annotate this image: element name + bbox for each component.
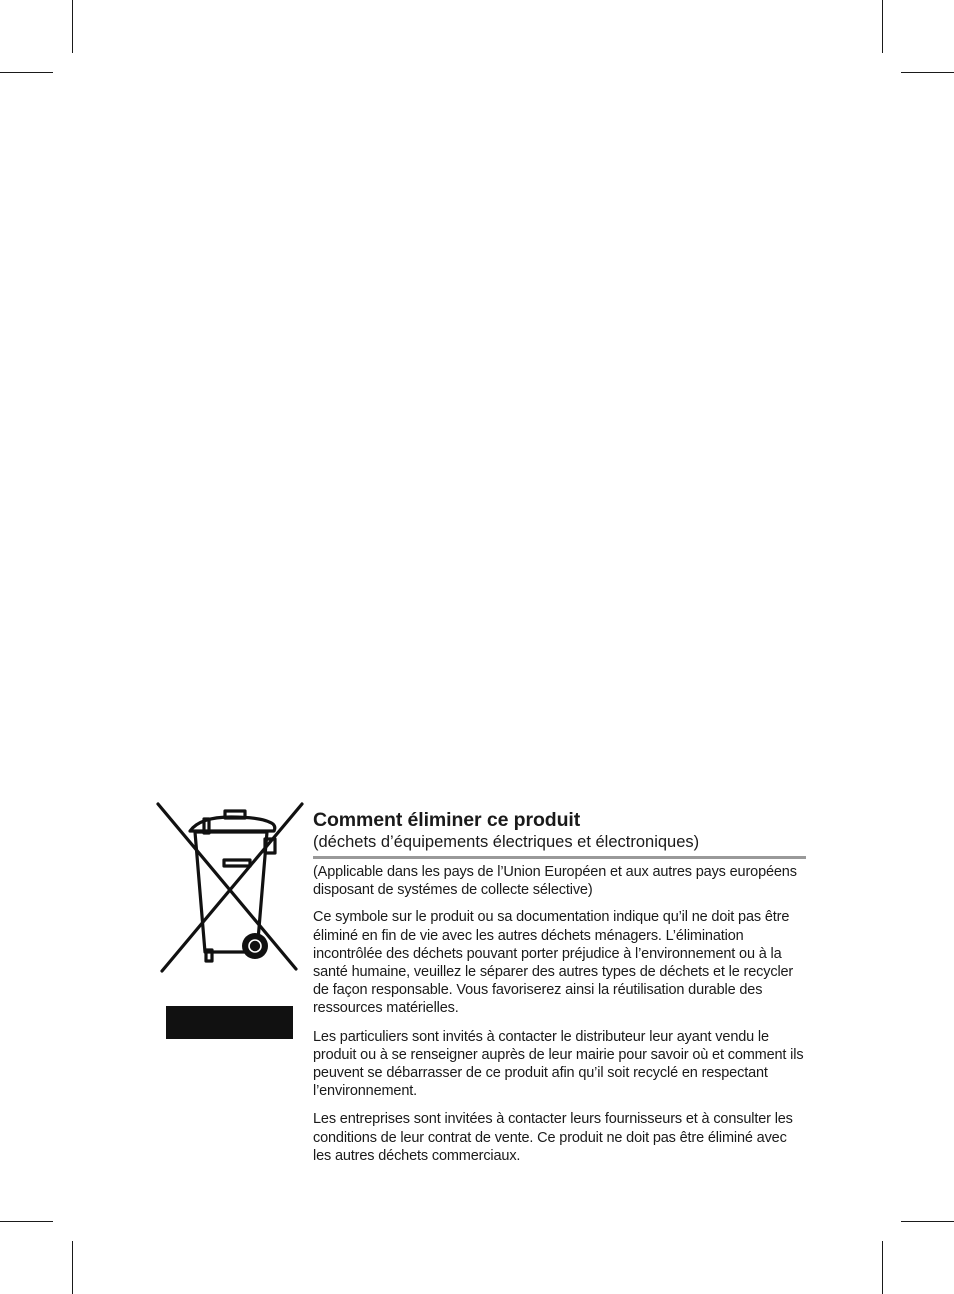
paragraph-households: Les particuliers sont invités à contacter le distributeur leur ayant vendu le produit ou à se renseigner auprès de leur mairie pour savoir où et comment ils peuvent se débarrasser de ce produit afin qu’il soit recyclé en respectant l’environnement. (313, 1028, 804, 1100)
crop-mark-bottom-right-horizontal (901, 1221, 954, 1222)
page-subtitle: (déchets d’équipements électriques et électroniques) (313, 833, 700, 851)
crop-mark-bottom-right-vertical (882, 1241, 883, 1294)
crop-mark-bottom-left-vertical (72, 1241, 73, 1294)
crossed-out-wheelie-bin-icon (155, 800, 305, 975)
paragraph-applicability: (Applicable dans les pays de l’Union Européen et aux autres pays européens disposant de systémes de collecte sélective) (313, 864, 797, 899)
crop-mark-top-left-horizontal (0, 72, 53, 73)
title-divider (313, 856, 806, 859)
crop-mark-top-right-horizontal (901, 72, 954, 73)
page-title: Comment éliminer ce produit (313, 809, 581, 831)
crop-mark-top-left-vertical (72, 0, 73, 53)
marking-bar (166, 1006, 293, 1039)
paragraph-businesses: Les entreprises sont invitées à contacter leurs fournisseurs et à consulter les conditions de leur contrat de vente. Ce produit ne doit pas être éliminé avec les autres déchets commerciaux. (313, 1111, 793, 1164)
crop-mark-top-right-vertical (882, 0, 883, 53)
crop-mark-bottom-left-horizontal (0, 1221, 53, 1222)
disposal-notice (313, 808, 806, 1165)
paragraph-symbol-meaning: Ce symbole sur le produit ou sa documentation indique qu’il ne doit pas être éliminé en fin de vie avec les autres déchets ménagers. L’élimination incontrôlée des déchets pouvant porter préjudice à l’environnement ou à la santé humaine, veuillez le séparer des autres types de déchets et le recycler de façon responsable. Vous favoriserez ainsi la réutilisation durable des ressources matérielles. (313, 909, 794, 1017)
